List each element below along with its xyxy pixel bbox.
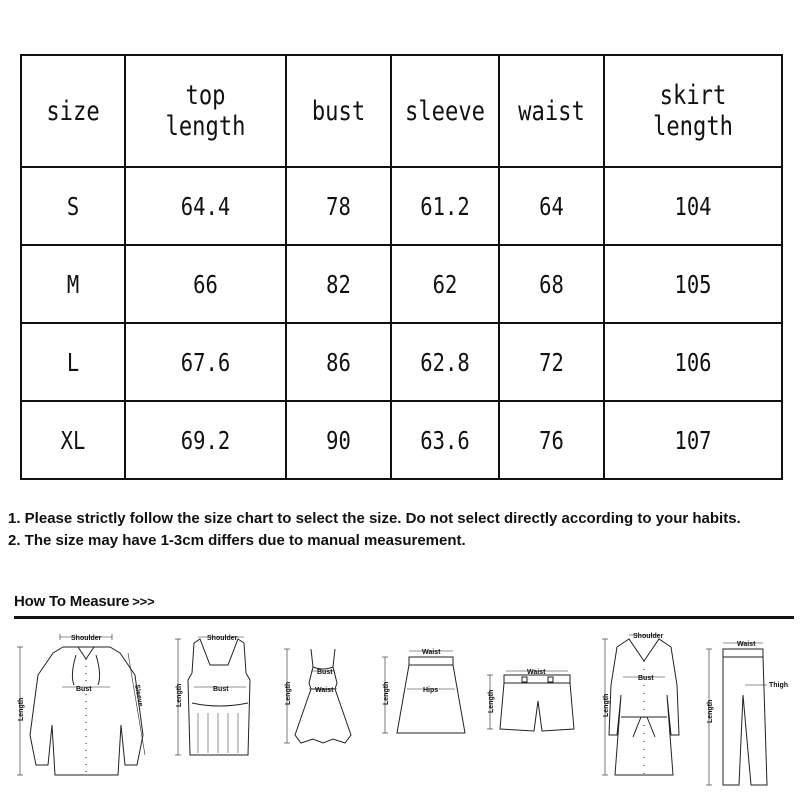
figure-shirt (8, 625, 158, 795)
shirt-illustration (8, 625, 158, 795)
dress-illustration (273, 625, 373, 795)
cell-top-length: 67.6 (139, 323, 271, 401)
coat-shoulder-label: Shoulder (633, 633, 664, 640)
cell-skirt-length: 106 (620, 323, 766, 401)
coat-bust-label: Bust (638, 675, 654, 682)
how-to-measure-title (14, 593, 154, 610)
tank-length-label: Length (176, 683, 183, 707)
cell-waist: 76 (508, 401, 594, 479)
cell-waist: 64 (508, 167, 594, 245)
cell-skirt-length: 105 (620, 245, 766, 323)
figure-tank (158, 625, 273, 795)
header-divider (14, 616, 794, 619)
cell-skirt-length: 107 (620, 401, 766, 479)
header-waist: waist (508, 55, 594, 167)
dress-length-label: Length (285, 681, 292, 705)
table-row (21, 245, 782, 323)
cell-waist: 72 (508, 323, 594, 401)
measurement-figures (8, 625, 796, 795)
cell-size: XL (30, 401, 115, 479)
cell-top-length: 64.4 (139, 167, 271, 245)
cell-bust: 86 (295, 323, 381, 401)
cell-sleeve: 63.6 (401, 401, 490, 479)
cell-sleeve: 62 (401, 245, 490, 323)
cell-size: M (30, 245, 115, 323)
arrows-icon: >>> (132, 594, 155, 609)
shorts-illustration (478, 625, 593, 795)
shirt-bust-label: Bust (76, 686, 92, 693)
cell-bust: 78 (295, 167, 381, 245)
pants-illustration (693, 625, 796, 795)
dress-bust-label: Bust (317, 669, 333, 676)
skirt-illustration (373, 625, 478, 795)
cell-top-length: 69.2 (139, 401, 271, 479)
note-2: 2. The size may have 1-3cm differs due to manual measurement. (8, 532, 466, 549)
shirt-length-label: Length (18, 697, 25, 721)
cell-size: L (30, 323, 115, 401)
header-size: size (30, 55, 115, 167)
skirt-waist-label: Waist (422, 649, 441, 656)
cell-bust: 90 (295, 401, 381, 479)
table-row (21, 401, 782, 479)
note-1: 1. Please strictly follow the size chart to select the size. Do not select directly according to your habits. (8, 510, 741, 527)
header-sleeve: sleeve (401, 55, 490, 167)
skirt-length-label: Length (383, 681, 390, 705)
shirt-sleeve-label: Sleeve (133, 684, 144, 708)
table-header-row (21, 55, 782, 167)
pants-thigh-label: Thigh (769, 682, 789, 689)
coat-illustration (593, 625, 693, 795)
cell-bust: 82 (295, 245, 381, 323)
header-top-length: top length (139, 55, 271, 167)
tank-shoulder-label: Shoulder (207, 635, 238, 642)
figure-pants (693, 625, 796, 795)
header-skirt-length: skirt length (620, 55, 766, 167)
table-row (21, 167, 782, 245)
figure-coat (593, 625, 693, 795)
cell-top-length: 66 (139, 245, 271, 323)
figure-shorts (478, 625, 593, 795)
header-bust: bust (295, 55, 381, 167)
shirt-shoulder-label: Shoulder (71, 635, 102, 642)
cell-skirt-length: 104 (620, 167, 766, 245)
figure-skirt (373, 625, 478, 795)
tank-illustration (158, 625, 273, 795)
cell-sleeve: 61.2 (401, 167, 490, 245)
figure-dress (273, 625, 373, 795)
table-row (21, 323, 782, 401)
tank-bust-label: Bust (213, 686, 229, 693)
pants-length-label: Length (707, 699, 714, 723)
size-chart-table (20, 54, 783, 480)
dress-waist-label: Waist (315, 687, 334, 694)
how-to-measure-text: How To Measure (14, 593, 130, 610)
size-notes (8, 508, 792, 552)
cell-waist: 68 (508, 245, 594, 323)
cell-sleeve: 62.8 (401, 323, 490, 401)
shorts-waist-label: Waist (527, 669, 546, 676)
coat-length-label: Length (603, 693, 610, 717)
shorts-length-label: Length (488, 689, 495, 713)
skirt-hips-label: Hips (423, 687, 439, 694)
pants-waist-label: Waist (737, 641, 756, 648)
cell-size: S (30, 167, 115, 245)
how-to-measure-header (14, 593, 794, 611)
